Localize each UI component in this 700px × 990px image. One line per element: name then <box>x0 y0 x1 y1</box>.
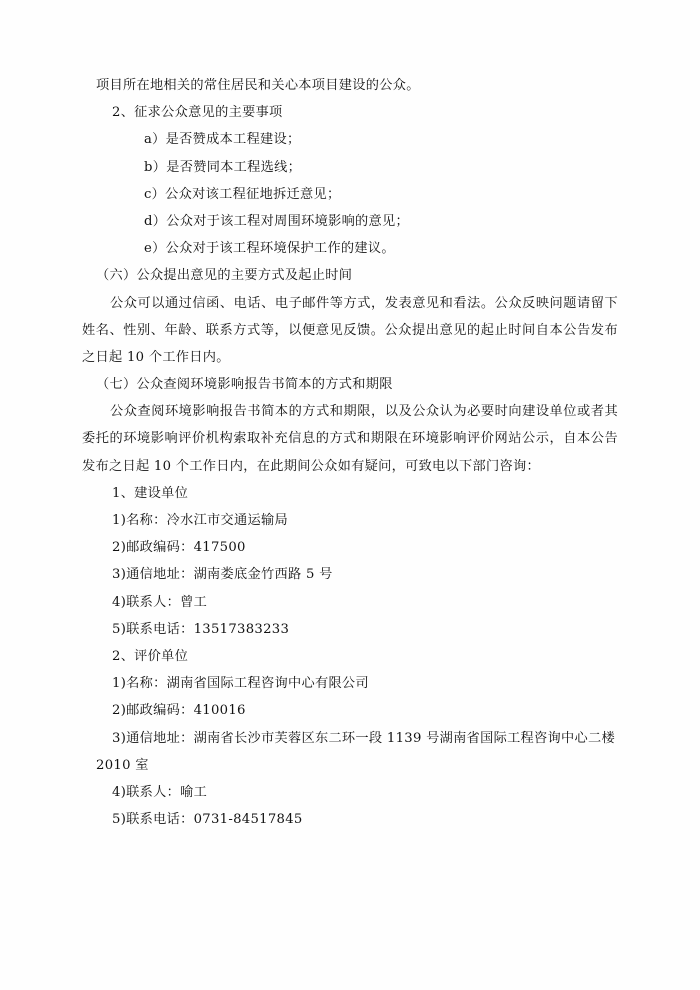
list-item-c: c）公众对该工程征地拆迁意见； <box>144 186 341 202</box>
paragraph: 公众可以通过信函、电话、电子邮件等方式，发表意见和看法。公众反映问题请留下姓名、性别、年龄、联系方式等，以便意见反馈。公众提出意见的起止时间自本公告发布之日起 10 个工作日内。 <box>82 295 618 365</box>
contact-address: 3)通信地址：湖南娄底金竹西路 5 号 <box>112 567 333 583</box>
paragraph: 项目所在地相关的常住居民和关心本项目建设的公众。 <box>96 78 420 93</box>
list-item-b: b）是否赞同本工程选线； <box>144 159 302 175</box>
contact-phone: 5)联系电话：13517383233 <box>112 621 290 637</box>
paragraph: 公众查阅环境影响报告书简本的方式和期限，以及公众认为必要时向建设单位或者其委托的环境影响评价机构索取补充信息的方式和期限在环境影响评价网站公示，自本公告发布之日起 10 个工作日内，在此期间公众如有疑问，可致电以下部门咨询： <box>82 404 618 474</box>
contact-name: 1)名称：冷水江市交通运输局 <box>112 513 288 528</box>
contact-name: 1)名称：湖南省国际工程咨询中心有限公司 <box>112 676 369 692</box>
contact-address: 3)通信地址：湖南省长沙市芙蓉区东二环一段 1139 号湖南省国际工程咨询中心二楼 <box>112 730 615 746</box>
list-item-d: d）公众对于该工程对周围环境影响的意见； <box>144 213 410 229</box>
paragraph-heading-2: 2、征求公众意见的主要事项 <box>112 105 283 121</box>
subsection-evaluation-unit: 2、评价单位 <box>112 648 189 664</box>
contact-person: 4)联系人：喻工 <box>112 784 208 800</box>
contact-person: 4)联系人：曾工 <box>112 594 208 610</box>
document-body <box>82 72 618 833</box>
contact-address-continued: 2010 室 <box>96 757 149 773</box>
list-item-e: e）公众对于该工程环境保护工作的建议。 <box>144 241 395 257</box>
section-heading-seven: （七）公众查阅环境影响报告书简本的方式和期限 <box>96 377 393 393</box>
contact-postcode: 2)邮政编码：417500 <box>112 540 246 556</box>
subsection-construction-unit: 1、建设单位 <box>112 485 189 501</box>
contact-phone: 5)联系电话：0731-84517845 <box>112 812 303 828</box>
contact-postcode: 2)邮政编码：410016 <box>112 703 246 719</box>
list-item-a: a）是否赞成本工程建设； <box>144 132 301 148</box>
section-heading-six: （六）公众提出意见的主要方式及起止时间 <box>96 268 353 284</box>
